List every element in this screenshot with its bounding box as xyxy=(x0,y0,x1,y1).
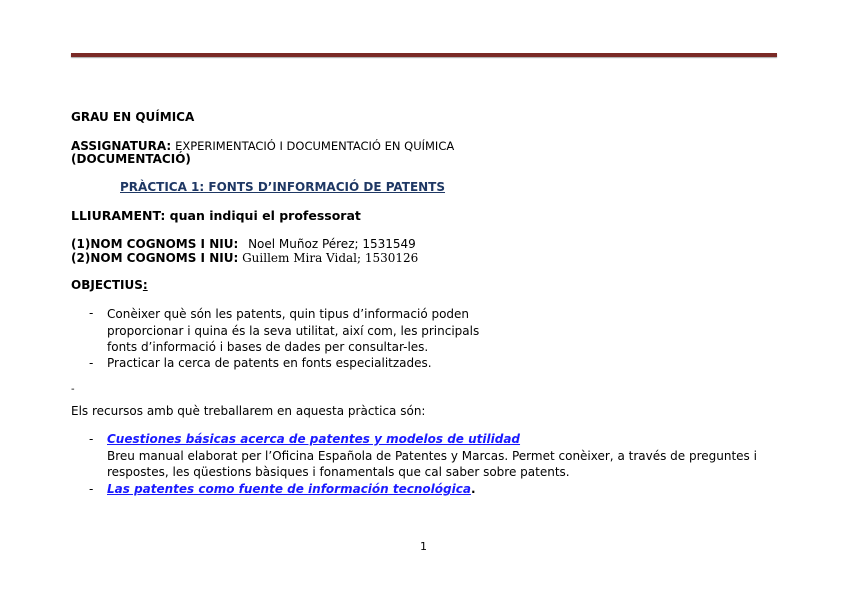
student-1-label: (1)NOM COGNOMS I NIU: xyxy=(71,237,239,251)
objective-1-line-3: fonts d’informació i bases de dades per consultar-les. xyxy=(107,340,429,354)
objective-item-1 xyxy=(107,306,479,356)
page-number: 1 xyxy=(420,540,427,553)
subject-label: ASSIGNATURA: xyxy=(71,139,172,153)
student-2 xyxy=(71,251,418,266)
objective-item-2 xyxy=(107,355,432,372)
objectives-heading xyxy=(71,278,148,293)
resource-1-desc-line-1: Breu manual elaborat per l’Oficina Española de Patentes y Marcas. Permet conèixer, a través de preguntes i xyxy=(107,448,757,463)
objective-1-line-1: Conèixer què són les patents, quin tipus d’informació poden xyxy=(107,307,470,321)
objective-2-line-1: Practicar la cerca de patents en fonts especialitzades. xyxy=(107,356,432,370)
resource-bullet-2: - xyxy=(89,482,94,496)
subject-continuation: (DOCUMENTACIÓ) xyxy=(71,152,191,166)
header-rule xyxy=(71,53,777,57)
student-1 xyxy=(71,237,416,252)
resource-item-1 xyxy=(107,431,757,481)
student-1-value: Noel Muñoz Pérez; 1531549 xyxy=(248,237,416,251)
objectives-heading-text: OBJECTIUS xyxy=(71,278,143,292)
student-2-label: (2)NOM COGNOMS I NIU: xyxy=(71,251,239,265)
objective-bullet-2: - xyxy=(89,356,94,370)
objective-bullet-1: - xyxy=(89,306,94,320)
resources-intro: Els recursos amb què treballarem en aquesta pràctica són: xyxy=(71,404,426,418)
resource-2-suffix: . xyxy=(470,482,476,496)
resource-1-desc-line-2: respostes, les qüestions bàsiques i fonamentals que cal saber sobre patents. xyxy=(107,465,570,479)
resource-link-1[interactable]: Cuestiones básicas acerca de patentes y modelos de utilidad xyxy=(107,432,521,446)
resource-link-2[interactable]: Las patentes como fuente de información tecnológica xyxy=(107,482,471,496)
objective-1-line-2: proporcionar i quina és la seva utilitat, així com, les principals xyxy=(107,323,480,338)
delivery-line: LLIURAMENT: quan indiqui el professorat xyxy=(71,208,361,223)
practice-title: PRÀCTICA 1: FONTS D’INFORMACIÓ DE PATENTS xyxy=(120,180,446,194)
subject-value: EXPERIMENTACIÓ I DOCUMENTACIÓ EN QUÍMICA xyxy=(175,139,455,153)
stray-mark: - xyxy=(71,384,75,395)
resource-item-2 xyxy=(107,481,476,498)
student-2-value: Guillem Mira Vidal; 1530126 xyxy=(242,251,419,265)
objectives-heading-colon: : xyxy=(142,278,148,292)
resource-bullet-1: - xyxy=(89,432,94,446)
degree-heading: GRAU EN QUÍMICA xyxy=(71,110,195,124)
